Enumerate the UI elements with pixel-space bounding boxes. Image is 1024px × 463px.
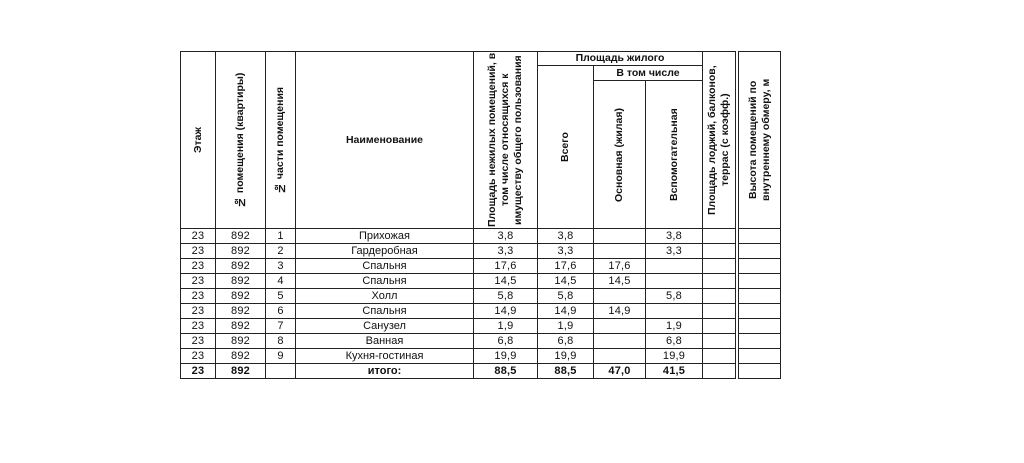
table-row (181, 319, 781, 334)
cell-auxiliary-area: 3,8 (646, 229, 703, 244)
cell-total-area: 3,3 (538, 244, 594, 259)
cell-floor: 23 (181, 274, 216, 289)
cell-room-name: Гардеробная (296, 244, 474, 259)
cell-apartment-no: 892 (216, 289, 266, 304)
header-apartment-no-text: № помещения (квартиры) (234, 72, 246, 208)
header-total-text: Всего (559, 132, 571, 162)
cell-main-living-area (594, 244, 646, 259)
header-main-living-text: Основная (жилая) (613, 107, 625, 202)
cell-loggia-area (703, 259, 736, 274)
cell-non-residential-area: 17,6 (474, 259, 538, 274)
cell-room-name: Кухня-гостиная (296, 349, 474, 364)
cell-room-name: Спальня (296, 274, 474, 289)
cell-apartment-no: 892 (216, 334, 266, 349)
header-auxiliary-text: Вспомогательная (667, 108, 680, 201)
cell-total-area: 3,8 (538, 229, 594, 244)
header-floor (181, 52, 216, 229)
cell-room-part-no: 2 (266, 244, 296, 259)
cell-loggia-area (703, 274, 736, 289)
cell-ceiling-height (739, 229, 781, 244)
header-loggia-area (703, 52, 736, 229)
cell-auxiliary-area (646, 304, 703, 319)
cell-total-area: 14,5 (538, 274, 594, 289)
cell-room-name: Санузел (296, 319, 474, 334)
header-non-residential-area-text: Площадь нежилых помещений, в том числе относящихся к имуществу общего пользования (486, 52, 524, 228)
header-including (594, 66, 703, 81)
header-auxiliary (646, 81, 703, 229)
cell-auxiliary-area: 1,9 (646, 319, 703, 334)
cell-room-part-no: 4 (266, 274, 296, 289)
cell-total-area: 1,9 (538, 319, 594, 334)
cell-room-part-no: 6 (266, 304, 296, 319)
cell-room-name: итого: (296, 364, 474, 379)
header-loggia-area-text: Площадь лоджий, балконов, террас (с коэфф.) (706, 65, 731, 215)
cell-room-part-no (266, 364, 296, 379)
header-room-part-no (266, 52, 296, 229)
cell-non-residential-area: 5,8 (474, 289, 538, 304)
cell-room-name: Спальня (296, 304, 474, 319)
cell-floor: 23 (181, 244, 216, 259)
table-body (181, 229, 781, 379)
header-non-residential-area (474, 52, 538, 229)
header-apartment-no (216, 52, 266, 229)
cell-floor: 23 (181, 259, 216, 274)
cell-auxiliary-area (646, 259, 703, 274)
header-total (538, 66, 594, 229)
cell-floor: 23 (181, 319, 216, 334)
cell-ceiling-height (739, 349, 781, 364)
header-including-text: В том числе (616, 66, 680, 79)
cell-apartment-no: 892 (216, 244, 266, 259)
header-residential-area-text: Площадь жилого (575, 52, 665, 64)
cell-floor: 23 (181, 349, 216, 364)
cell-main-living-area (594, 229, 646, 244)
cell-non-residential-area: 6,8 (474, 334, 538, 349)
header-name-text: Наименование (345, 133, 424, 146)
cell-total-area: 6,8 (538, 334, 594, 349)
cell-ceiling-height (739, 274, 781, 289)
cell-room-part-no: 9 (266, 349, 296, 364)
cell-total-area: 17,6 (538, 259, 594, 274)
cell-auxiliary-area: 3,3 (646, 244, 703, 259)
cell-main-living-area: 17,6 (594, 259, 646, 274)
room-area-table (180, 51, 781, 379)
cell-room-name: Ванная (296, 334, 474, 349)
cell-room-part-no: 5 (266, 289, 296, 304)
cell-total-area: 88,5 (538, 364, 594, 379)
cell-loggia-area (703, 289, 736, 304)
table-row (181, 229, 781, 244)
cell-non-residential-area: 14,5 (474, 274, 538, 289)
cell-total-area: 14,9 (538, 304, 594, 319)
cell-non-residential-area: 14,9 (474, 304, 538, 319)
cell-floor: 23 (181, 364, 216, 379)
cell-auxiliary-area: 41,5 (646, 364, 703, 379)
cell-loggia-area (703, 229, 736, 244)
cell-non-residential-area: 3,8 (474, 229, 538, 244)
cell-room-part-no: 7 (266, 319, 296, 334)
cell-loggia-area (703, 304, 736, 319)
cell-floor: 23 (181, 334, 216, 349)
table-row (181, 289, 781, 304)
cell-floor: 23 (181, 304, 216, 319)
cell-main-living-area: 47,0 (594, 364, 646, 379)
cell-ceiling-height (739, 244, 781, 259)
total-row (181, 364, 781, 379)
cell-auxiliary-area: 6,8 (646, 334, 703, 349)
cell-floor: 23 (181, 289, 216, 304)
cell-apartment-no: 892 (216, 364, 266, 379)
table-row (181, 349, 781, 364)
cell-loggia-area (703, 334, 736, 349)
cell-room-part-no: 8 (266, 334, 296, 349)
header-residential-area (538, 52, 703, 66)
header-ceiling-height (739, 52, 781, 229)
header-room-part-no-text: № части помещения (274, 86, 286, 194)
cell-ceiling-height (739, 259, 781, 274)
header-main-living (594, 81, 646, 229)
cell-total-area: 5,8 (538, 289, 594, 304)
cell-room-name: Прихожая (296, 229, 474, 244)
cell-apartment-no: 892 (216, 229, 266, 244)
cell-floor: 23 (181, 229, 216, 244)
cell-auxiliary-area: 5,8 (646, 289, 703, 304)
cell-non-residential-area: 88,5 (474, 364, 538, 379)
cell-ceiling-height (739, 334, 781, 349)
cell-ceiling-height (739, 364, 781, 379)
cell-non-residential-area: 1,9 (474, 319, 538, 334)
cell-main-living-area (594, 334, 646, 349)
cell-ceiling-height (739, 304, 781, 319)
cell-room-part-no: 3 (266, 259, 296, 274)
cell-room-part-no: 1 (266, 229, 296, 244)
cell-apartment-no: 892 (216, 349, 266, 364)
cell-apartment-no: 892 (216, 319, 266, 334)
cell-total-area: 19,9 (538, 349, 594, 364)
cell-ceiling-height (739, 319, 781, 334)
cell-main-living-area: 14,5 (594, 274, 646, 289)
cell-non-residential-area: 19,9 (474, 349, 538, 364)
cell-apartment-no: 892 (216, 304, 266, 319)
cell-loggia-area (703, 244, 736, 259)
cell-apartment-no: 892 (216, 274, 266, 289)
cell-room-name: Холл (296, 289, 474, 304)
cell-loggia-area (703, 364, 736, 379)
header-ceiling-height-text: Высота помещений по внутреннему обмеру, м (746, 78, 772, 202)
cell-room-name: Спальня (296, 259, 474, 274)
cell-loggia-area (703, 319, 736, 334)
cell-loggia-area (703, 349, 736, 364)
cell-main-living-area (594, 289, 646, 304)
table-row (181, 334, 781, 349)
cell-auxiliary-area: 19,9 (646, 349, 703, 364)
table-row (181, 259, 781, 274)
header-name (296, 52, 474, 229)
header-floor-text: Этаж (191, 127, 204, 153)
table-row (181, 304, 781, 319)
cell-non-residential-area: 3,3 (474, 244, 538, 259)
cell-ceiling-height (739, 289, 781, 304)
table-row (181, 274, 781, 289)
table-row (181, 244, 781, 259)
cell-main-living-area (594, 319, 646, 334)
cell-main-living-area: 14,9 (594, 304, 646, 319)
cell-apartment-no: 892 (216, 259, 266, 274)
cell-auxiliary-area (646, 274, 703, 289)
cell-main-living-area (594, 349, 646, 364)
